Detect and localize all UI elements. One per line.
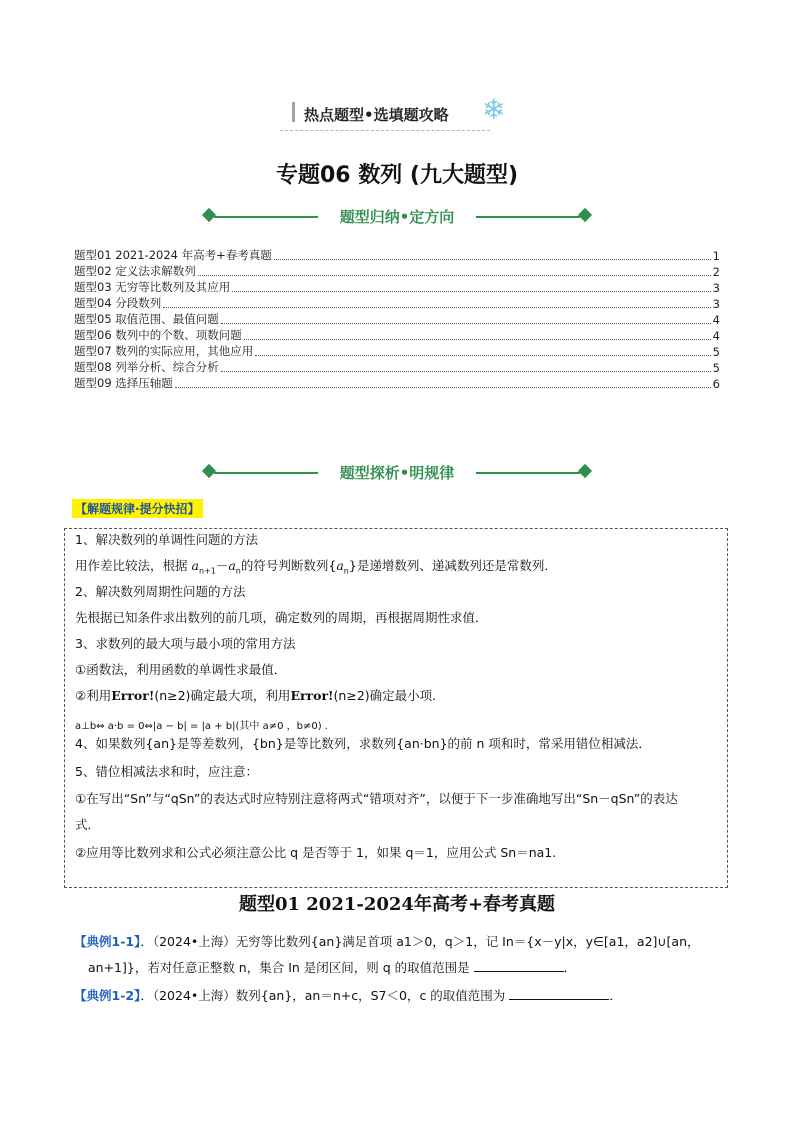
toc-item[interactable]	[74, 343, 720, 359]
example-label: 【典例1-2】	[74, 988, 141, 1003]
rule-4: 4、如果数列{an}是等差数列，{bn}是等比数列，求数列{an·bn}的前 n 项和时，常采用错位相减法．	[75, 736, 651, 751]
toc-page-number: 4	[712, 313, 720, 327]
toc-item[interactable]	[74, 279, 720, 295]
toc-page-number: 1	[712, 249, 720, 263]
banner-bar	[292, 102, 295, 122]
toc-item-label: 题型03 无穷等比数列及其应用	[74, 280, 231, 294]
toc-item-label: 题型01 2021-2024 年高考+春考真题	[74, 248, 272, 262]
answer-blank[interactable]	[509, 987, 609, 1000]
example-1-2: 【典例1-2】．（2024•上海）数列{an}，an＝n+c，S7＜0，c 的取值范围为 ．	[74, 988, 622, 1003]
toc-leader	[175, 387, 711, 388]
toc-item[interactable]	[74, 359, 720, 375]
toc-item-label: 题型08 列举分析、综合分析	[74, 360, 219, 374]
toc-page-number: 5	[712, 345, 720, 359]
toc-item[interactable]	[74, 295, 720, 311]
toc-leader	[255, 355, 710, 356]
snowflake-icon: ❄	[482, 93, 506, 126]
rule-3-title: 3、求数列的最大项与最小项的常用方法	[75, 636, 296, 651]
rule-3-note: a⊥b⇔ a·b = 0⇔|a − b| = |a + b|(其中 a≠0 ，b≠0) .	[75, 721, 328, 732]
toc-page-number: 4	[712, 329, 720, 343]
toc-leader	[163, 307, 710, 308]
rule-2-title: 2、解决数列周期性问题的方法	[75, 584, 246, 599]
toc-leader	[221, 371, 711, 372]
toc-item[interactable]	[74, 247, 720, 263]
answer-blank[interactable]	[474, 959, 564, 972]
toc-leader	[232, 291, 710, 292]
example-label: 【典例1-1】	[74, 934, 141, 949]
rule-text: 的符号判断数列{	[240, 558, 337, 573]
rules-tag: 【解题规律·提分快招】	[72, 499, 203, 518]
example-1-1-cont: an+1]}，若对任意正整数 n，集合 In 是闭区间，则 q 的取值范围是 ．	[88, 960, 577, 975]
example-1-1	[74, 932, 700, 950]
toc-item-label: 题型06 数列中的个数、项数问题	[74, 328, 242, 342]
rule-3-item-2	[75, 686, 445, 704]
rule-5-title: 5、错位相减法求和时，应注意：	[75, 764, 258, 779]
rule-2-body: 先根据已知条件求出数列的前几项，确定数列的周期，再根据周期性求值．	[75, 610, 488, 625]
toc-leader	[274, 259, 711, 260]
toc-leader	[244, 339, 711, 340]
toc-page-number: 5	[712, 361, 720, 375]
banner-divider	[280, 130, 490, 131]
toc-page-number: 6	[712, 377, 720, 391]
rule-5-item-1-cont: 式．	[75, 817, 101, 832]
section-title: 题型01 2021-2024年高考+春考真题	[238, 894, 556, 915]
toc-page-number: 2	[712, 265, 720, 279]
toc-item-label: 题型07 数列的实际应用，其他应用	[74, 344, 254, 358]
example-text: ．（2024•上海）无穷等比数列{an}满足首项 a1＞0，q＞1，记 In＝{x－y|x，y∈[a1，a2]∪[an，	[140, 934, 700, 949]
toc-leader	[198, 275, 711, 276]
toc-item[interactable]	[74, 263, 720, 279]
rule-3-item-1: ①函数法，利用函数的单调性求最值．	[75, 662, 287, 677]
section-label: 题型探析•明规律	[339, 464, 455, 482]
rule-5-item-1: ①在写出“Sn”与“qSn”的表达式时应特别注意将两式“错项对齐”，以便于下一步准确地写出“Sn－qSn”的表达	[75, 791, 678, 806]
section-heading-1	[200, 206, 594, 228]
rule-5-item-2: ②应用等比数列求和公式必须注意公比 q 是否等于 1，如果 q＝1，应用公式 Sn＝na1.	[75, 845, 557, 860]
rule-text: ②利用	[75, 688, 112, 703]
toc-item-label: 题型04 分段数列	[74, 296, 162, 310]
section-label: 题型归纳•定方向	[339, 208, 455, 226]
toc-page-number: 3	[712, 281, 720, 295]
rule-text: (n≥2)确定最小项．	[333, 688, 445, 703]
toc-item-label: 题型05 取值范围、最值问题	[74, 312, 219, 326]
toc-item[interactable]	[74, 327, 720, 343]
header-banner	[280, 92, 520, 136]
toc-page-number: 3	[712, 297, 720, 311]
banner-text: 热点题型•选填题攻略	[304, 106, 449, 124]
rule-text: }是递增数列、递减数列还是常数列．	[348, 558, 557, 573]
toc-leader	[221, 323, 711, 324]
error-text: Error!	[290, 688, 334, 703]
page-title: 专题06 数列 (九大题型)	[275, 163, 519, 188]
example-text: an+1]}，若对任意正整数 n，集合 In 是闭区间，则 q 的取值范围是	[88, 960, 470, 975]
error-text: Error!	[111, 688, 155, 703]
table-of-contents	[74, 247, 720, 391]
rules-box	[64, 528, 728, 888]
rule-text: (n≥2)确定最大项，利用	[154, 688, 291, 703]
example-text: ．（2024•上海）数列{an}，an＝n+c，S7＜0，c 的取值范围为	[140, 988, 506, 1003]
toc-item-label: 题型09 选择压轴题	[74, 376, 173, 390]
rule-1-body: 用作差比较法，根据 $a_{n+1}-a_n$的符号判断数列$\{a_n\}$是递增数列、递减数列还是常数列．	[75, 558, 557, 576]
toc-item[interactable]	[74, 375, 720, 391]
toc-item[interactable]	[74, 311, 720, 327]
toc-item-label: 题型02 定义法求解数列	[74, 264, 196, 278]
section-heading-2	[200, 462, 594, 484]
rule-text: 用作差比较法，根据	[75, 558, 188, 573]
rule-1-title: 1、解决数列的单调性问题的方法	[75, 532, 258, 547]
